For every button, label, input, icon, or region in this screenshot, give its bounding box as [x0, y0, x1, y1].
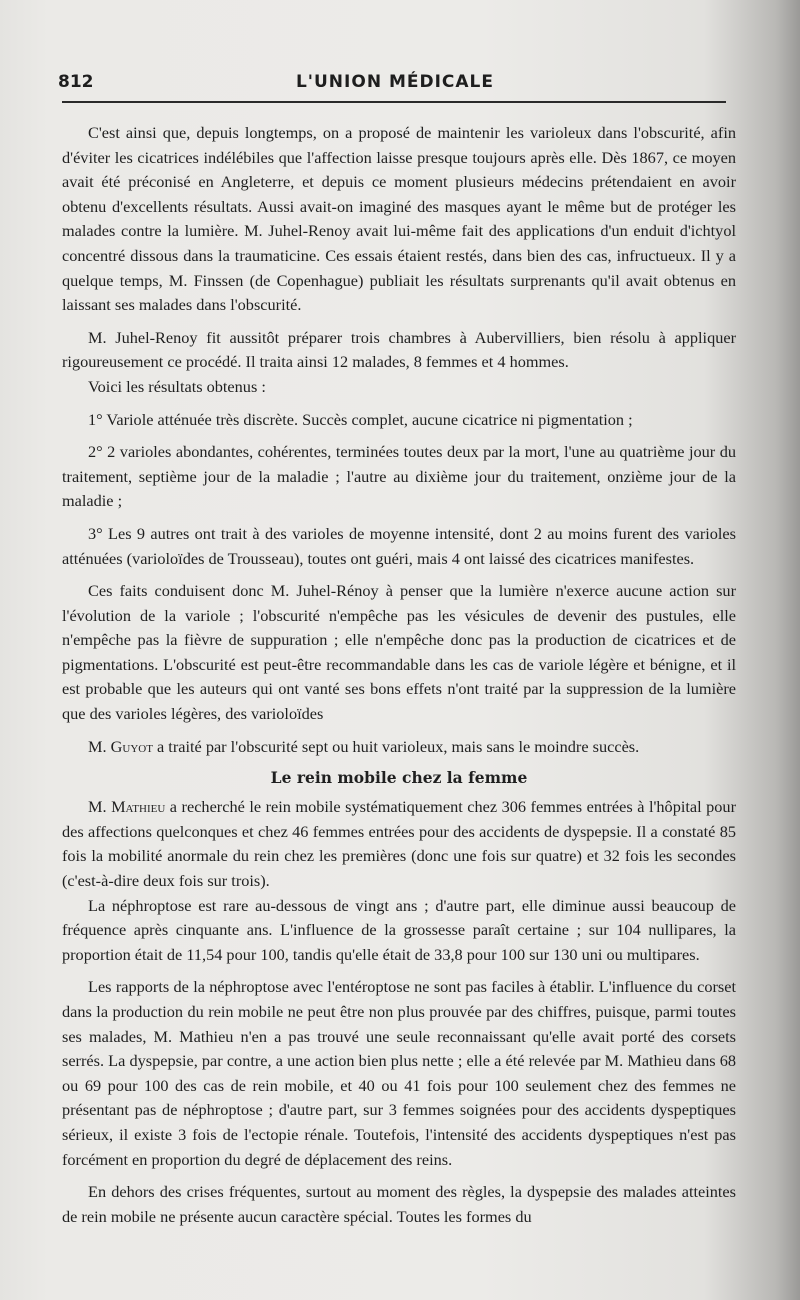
paragraph: 1° Variole atténuée très discrète. Succès complet, aucune cicatrice ni pigmentation ;	[88, 409, 633, 429]
header-rule	[62, 101, 726, 103]
article-body	[62, 121, 736, 1229]
author-name: Mathieu	[111, 797, 166, 817]
paragraph-mathieu: M. Mathieu a recherché le rein mobile systématiquement chez 306 femmes entrées à l'hôpital pour des affections quelconques et chez 46 femmes entrées pour des accidents de dyspepsie. Il a constaté 85 fois la mobilité anormale du rein chez les premières (donc une fois sur quatre) et 32 fois les secondes (c'est-à-dire deux fois sur trois).	[62, 797, 736, 891]
page-header	[58, 72, 732, 98]
paragraph: 3° Les 9 autres ont trait à des varioles de moyenne intensité, dont 2 au moins furent des varioles atténuées (varioloïdes de Trousseau), toutes ont guéri, mais 4 ont laissé des cicatrices manifestes.	[62, 523, 736, 568]
paragraph: La néphroptose est rare au-dessous de vingt ans ; d'autre part, elle diminue aussi beaucoup de fréquence après cinquante ans. L'influence de la grossesse paraît certaine ; sur 104 nullipares, la proportion était de 11,54 pour 100, tandis qu'elle était de 33,8 pour 100 sur 130 uni ou multipares.	[62, 895, 736, 964]
paragraph: Ces faits conduisent donc M. Juhel-Rénoy à penser que la lumière n'exerce aucune action sur l'évolution de la variole ; l'obscurité n'empêche pas les vésicules de devenir des pustules, elle n'empêche pas la fièvre de suppuration ; elle n'empêche donc pas la production de cicatrices et de pigmentations. L'obscurité est peut-être recommandable dans les cas de variole légère et bénigne, et il est probable que les auteurs qui ont vanté ses bons effets n'ont traité par la suppression de la lumière que des varioles légères, des varioloïdes	[62, 581, 736, 724]
paragraph: C'est ainsi que, depuis longtemps, on a proposé de maintenir les varioleux dans l'obscurité, afin d'éviter les cicatrices indélébiles que l'affection laisse presque toujours après elle. Dès 1867, ce moyen avait été préconisé en Angleterre, et depuis ce moment plusieurs médecins prétendaient en avoir obtenu d'excellents résultats. Aussi avait-on imaginé des masques ayant le même but de protéger les malades contre la lumière. M. Juhel-Renoy avait lui-même fait des applications d'un enduit d'ichtyol concentré dissous dans la traumaticine. Ces essais étaient restés, dans bien des cas, infructueux. Il y a quelque temps, M. Finssen (de Copenhague) publiait les résultats surprenants qu'il avait obtenus en laissant ses malades dans l'obscurité.	[62, 123, 736, 315]
section-heading: Le rein mobile chez la femme	[270, 768, 528, 788]
paragraph: Voici les résultats obtenus :	[88, 376, 266, 396]
paragraph: En dehors des crises fréquentes, surtout au moment des règles, la dyspepsie des malades atteintes de rein mobile ne présente aucun caractère spécial. Toutes les formes du	[62, 1182, 736, 1226]
paragraph-guyot: M. Guyot a traité par l'obscurité sept ou huit varioleux, mais sans le moindre succès.	[88, 736, 640, 756]
paragraph: M. Juhel-Renoy fit aussitôt préparer trois chambres à Aubervilliers, bien résolu à appliquer rigoureusement ce procédé. Il traita ainsi 12 malades, 8 femmes et 4 hommes.	[62, 327, 736, 372]
author-name: Guyot	[110, 736, 153, 756]
paragraph: Les rapports de la néphroptose avec l'entéroptose ne sont pas faciles à établir. L'influence du corset dans la production du rein mobile ne peut être non plus prouvée par des chiffres, puisque, parmi toutes ses malades, M. Mathieu n'en a pas trouvé une seule reconnaissant qu'elle avait porté des corsets serrés. La dyspepsie, par contre, a une action bien plus nette ; elle a été relevée par M. Mathieu dans 68 ou 69 pour 100 des cas de rein mobile, et 40 ou 41 fois pour 100 seulement chez des femmes ne présentant pas de néphroptose ; d'autre part, sur 3 femmes soignées pour des accidents dyspeptiques sérieux, il existe 3 fois de l'ectopie rénale. Toutefois, l'intensité des accidents dyspeptiques n'est pas forcément en proportion du degré de déplacement des reins.	[62, 977, 736, 1169]
journal-title: L'UNION MÉDICALE	[295, 72, 495, 92]
page-number: 812	[58, 72, 94, 92]
paragraph: 2° 2 varioles abondantes, cohérentes, terminées toutes deux par la mort, l'une au quatrième jour du traitement, septième jour de la maladie ; l'autre au dixième jour du traitement, onzième jour de la maladie ;	[62, 442, 736, 511]
